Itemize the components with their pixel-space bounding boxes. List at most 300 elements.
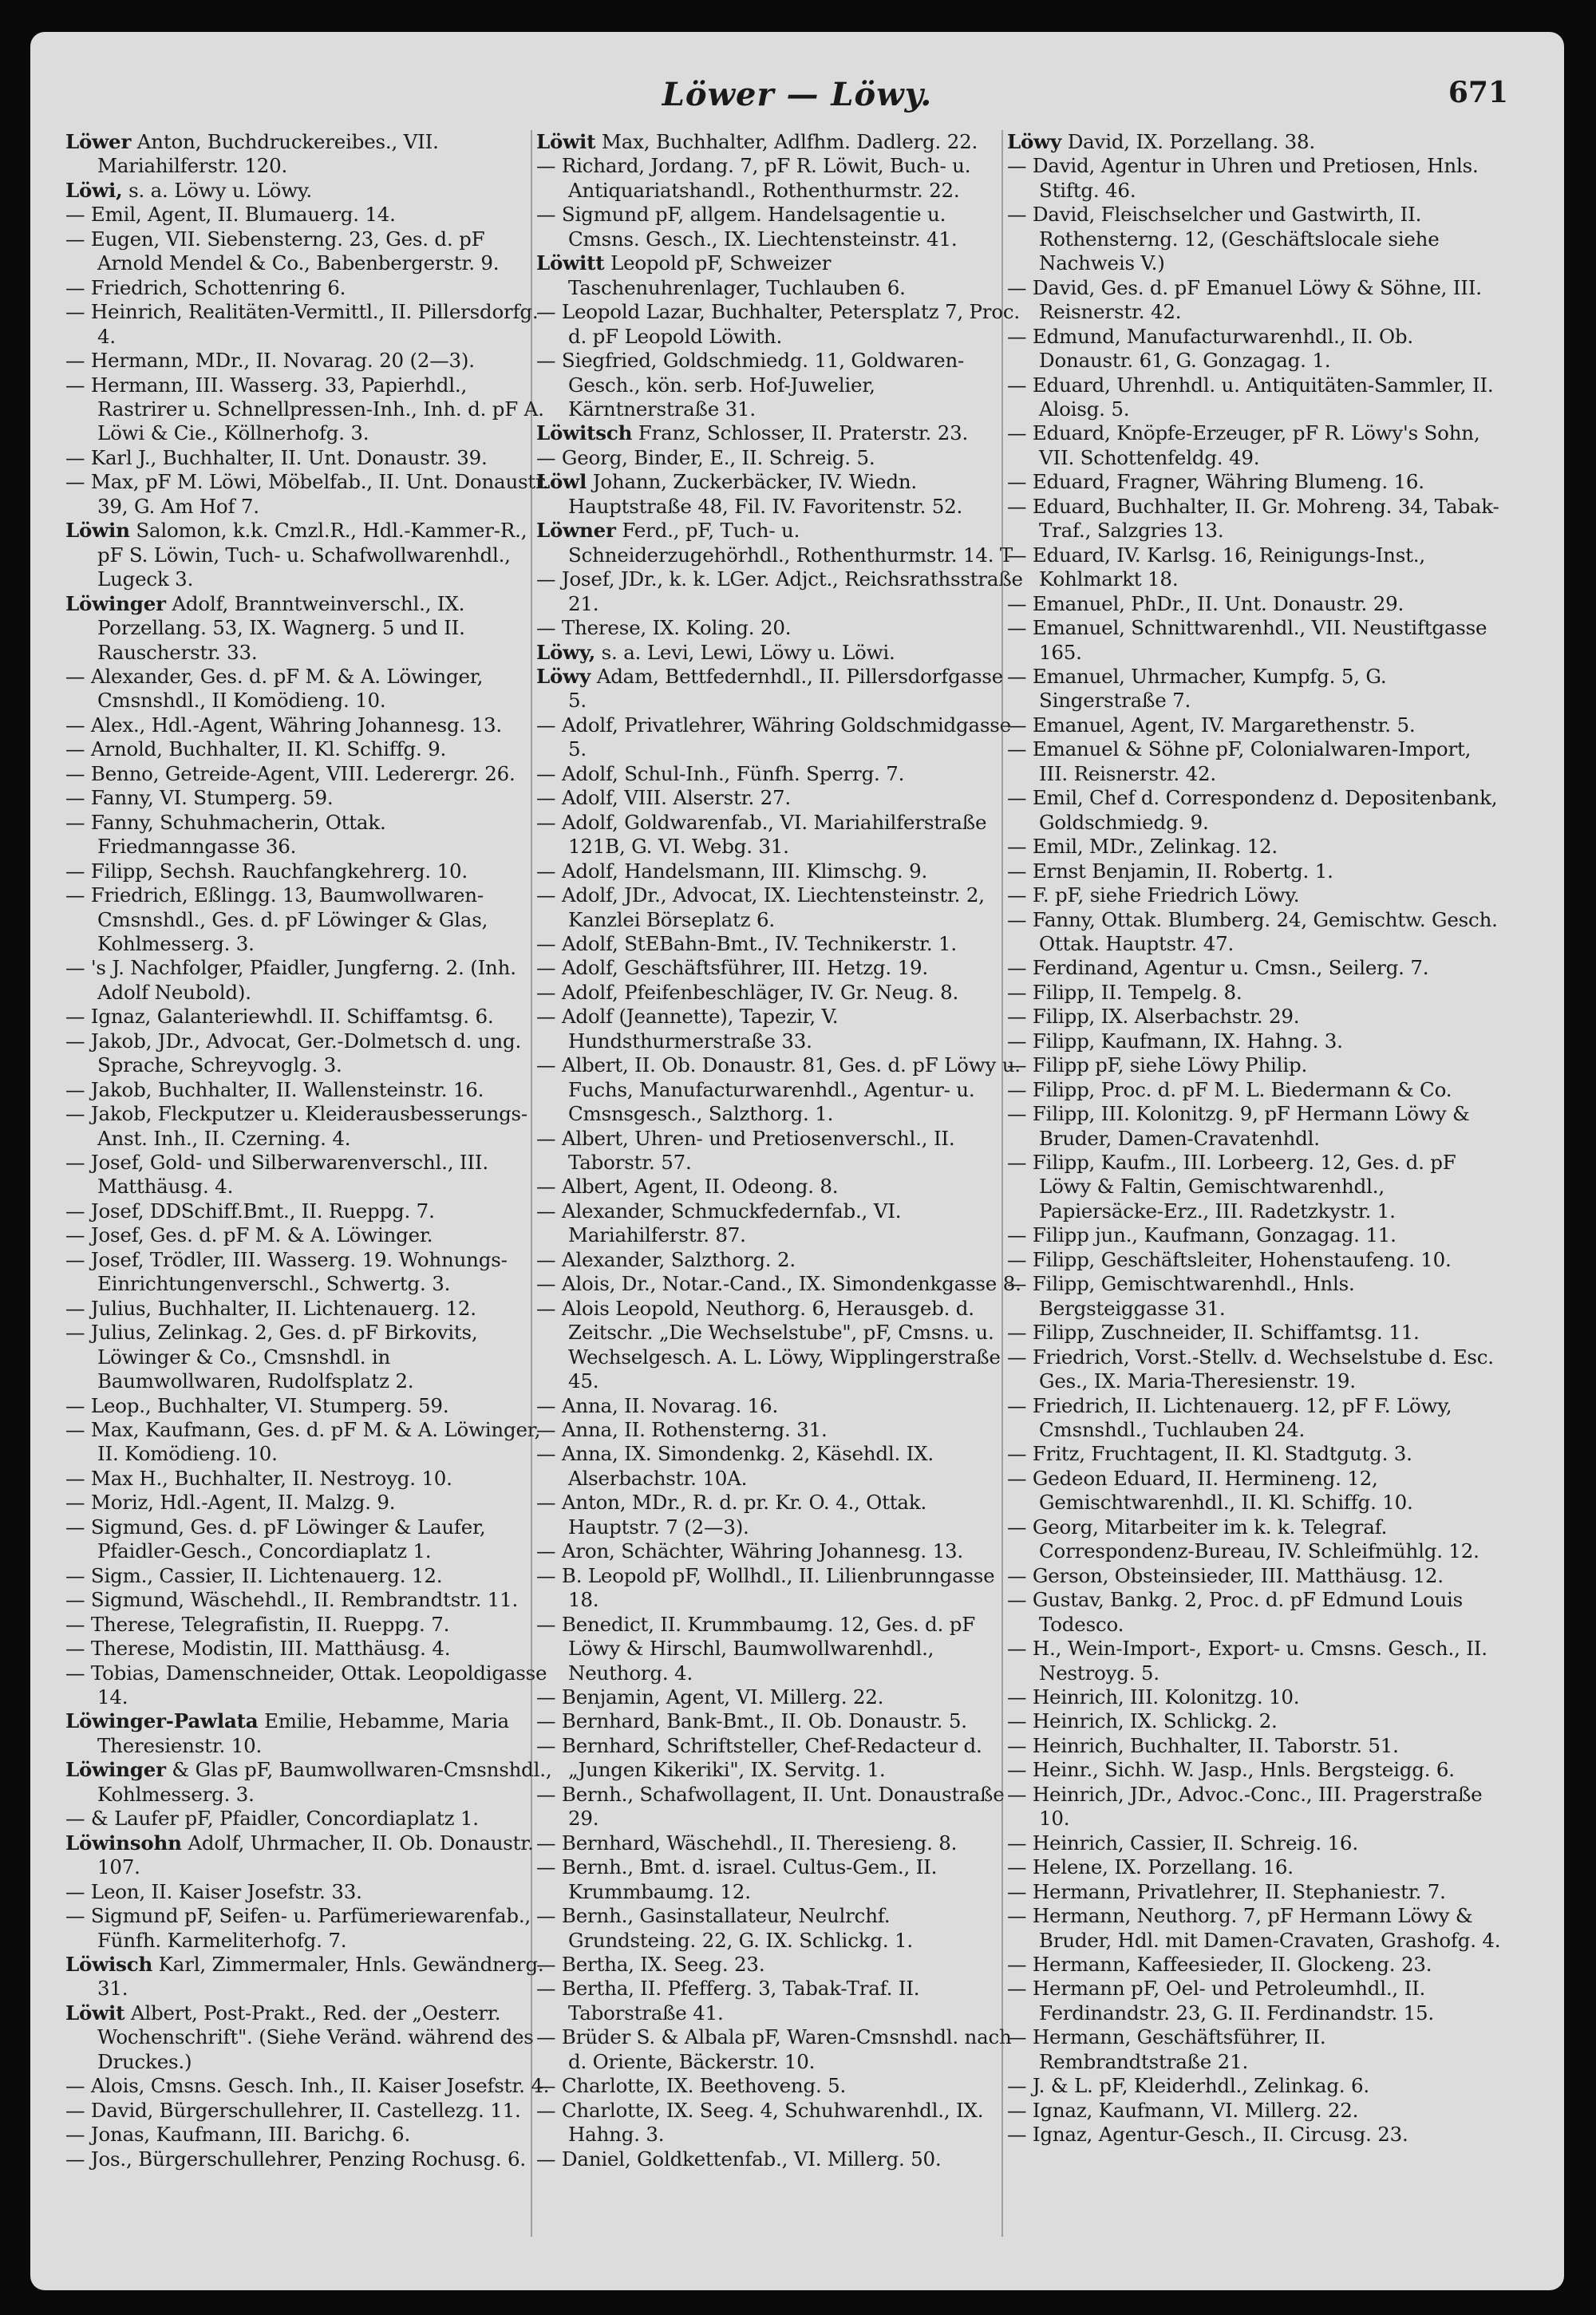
entry-text: — Gustav, Bankg. 2, Proc. d. pF Edmund Louis Todesco. [1007, 1588, 1464, 1636]
entry-text: — Hermann, Privatlehrer, II. Stephaniestr. 7. [1007, 1879, 1446, 1903]
directory-entry [65, 737, 552, 761]
directory-entry [536, 300, 1023, 349]
entry-text: Anton, Buchdruckereibes., VII. Mariahilferstr. 120. [97, 130, 439, 178]
entry-text: — Filipp, II. Tempelg. 8. [1007, 980, 1242, 1004]
entry-surname: Löwitsch [536, 421, 633, 445]
directory-entry [1007, 786, 1502, 835]
entry-text: — Aron, Schächter, Währing Johannesg. 13. [536, 1539, 963, 1563]
entry-text: — Heinrich, III. Kolonitzg. 10. [1007, 1685, 1300, 1709]
entry-text: — Friedrich, Eßlingg. 13, Baumwollwaren-Cmsnshdl., Ges. d. pF Löwinger & Glas, Kohlmesserg. 3. [65, 883, 488, 955]
entry-text: — F. pF, siehe Friedrich Löwy. [1007, 883, 1300, 907]
directory-entry [1007, 495, 1502, 543]
directory-entry [536, 1491, 1023, 1539]
entry-text: Leopold pF, Schweizer Taschenuhrenlager, Tuchlauben 6. [568, 251, 906, 299]
entry-text: — Jakob, Buchhalter, II. Wallensteinstr. 16. [65, 1077, 484, 1101]
directory-entry [65, 1880, 552, 1904]
entry-text: — Eduard, Buchhalter, II. Gr. Mohreng. 34, Tabak-Traf., Salzgries 13. [1007, 494, 1499, 543]
entry-text: — Gedeon Eduard, II. Hermineng. 12, Gemischtwarenhdl., II. Kl. Schiffg. 10. [1007, 1466, 1413, 1515]
entry-text: — Benjamin, Agent, VI. Millerg. 22. [536, 1685, 884, 1709]
entry-text: — Alex., Hdl.-Agent, Währing Johannesg. 13. [65, 713, 502, 737]
directory-entry [65, 1005, 552, 1029]
directory-entry [536, 567, 1023, 616]
directory-entry [536, 154, 1023, 203]
directory-entry [1007, 325, 1502, 373]
entry-text: — Heinrich, Cassier, II. Schreig. 16. [1007, 1831, 1358, 1855]
directory-entry [65, 1321, 552, 1393]
entry-text: — Eduard, Fragner, Währing Blumeng. 16. [1007, 470, 1424, 494]
directory-entry [65, 956, 552, 1005]
directory-entry [1007, 470, 1502, 494]
directory-entry [1007, 2025, 1502, 2074]
entry-text: — Adolf, JDr., Advocat, IX. Liechtensteinstr. 2, Kanzlei Börseplatz 6. [536, 883, 985, 931]
directory-entry [65, 519, 552, 591]
directory-entry [536, 1199, 1023, 1248]
directory-entry [1007, 1709, 1502, 1733]
directory-entry [1007, 956, 1502, 980]
entry-text: — Sigmund pF, allgem. Handelsagentie u. Cmsns. Gesch., IX. Liechtensteinstr. 41. [536, 203, 958, 251]
directory-entry [1007, 1564, 1502, 1588]
directory-entry [536, 616, 1023, 640]
directory-entry [536, 1127, 1023, 1175]
entry-text: — & Laufer pF, Pfaidler, Concordiaplatz 1. [65, 1807, 479, 1831]
directory-entry [65, 2099, 552, 2123]
entry-text: — David, Ges. d. pF Emanuel Löwy & Söhne, III. Reisnerstr. 42. [1007, 275, 1482, 324]
entry-text: — Tobias, Damenschneider, Ottak. Leopoldigasse 14. [65, 1661, 547, 1709]
directory-entry [65, 373, 552, 446]
entry-text: — Ignaz, Agentur-Gesch., II. Circusg. 23. [1007, 2123, 1408, 2147]
directory-entry [1007, 1005, 1502, 1029]
directory-entry [65, 1199, 552, 1223]
directory-entry [65, 1564, 552, 1588]
entry-text: — Therese, IX. Koling. 20. [536, 616, 792, 640]
entry-text: — Georg, Mitarbeiter im k. k. Telegraf. Correspondenz-Bureau, IV. Schleifmühlg. 12. [1007, 1515, 1479, 1563]
entry-text: — Anna, II. Rothensterng. 31. [536, 1418, 828, 1442]
entry-text: — Alois, Dr., Notar.-Cand., IX. Simondenkgasse 8. [536, 1272, 1021, 1296]
directory-entry [1007, 1078, 1502, 1102]
directory-entry [536, 1977, 1023, 2025]
entry-text: — Hermann, Geschäftsführer, II. Rembrandtstraße 21. [1007, 2025, 1326, 2073]
directory-entry [536, 349, 1023, 421]
entry-text: — Emanuel, Uhrmacher, Kumpfg. 5, G. Singerstraße 7. [1007, 664, 1387, 713]
entry-surname: Löwy [1007, 130, 1062, 153]
directory-entry [536, 1831, 1023, 1855]
directory-entry [1007, 859, 1502, 883]
directory-entry [536, 1539, 1023, 1563]
entry-text: — Edmund, Manufacturwarenhdl., II. Ob. Donaustr. 61, G. Gonzagag. 1. [1007, 324, 1414, 373]
entry-text: — 's J. Nachfolger, Pfaidler, Jungferng. 2. (Inh. Adolf Neubold). [65, 956, 516, 1004]
directory-entry [1007, 421, 1502, 470]
directory-entry [1007, 543, 1502, 592]
directory-entry [1007, 1880, 1502, 1904]
directory-entry [65, 1831, 552, 1880]
directory-entry [1007, 203, 1502, 275]
entry-text: Ferd., pF, Tuch- u. Schneiderzugehörhdl., Rothenthurmstr. 14. T [568, 519, 1013, 567]
entry-surname: Löwitt [536, 251, 605, 275]
page-header-title: Löwer — Löwy. [662, 76, 933, 113]
directory-entry [65, 2147, 552, 2171]
directory-entry [1007, 1637, 1502, 1685]
directory-entry [65, 470, 552, 519]
page-number: 671 [1448, 76, 1508, 109]
entry-text: — Julius, Zelinkag. 2, Ges. d. pF Birkovits, Löwinger & Co., Cmsnshdl. in Baumwollwaren, Rudolfsplatz 2. [65, 1321, 478, 1393]
entry-text: — Hermann, MDr., II. Novarag. 20 (2—3). [65, 349, 475, 373]
directory-entry [65, 1418, 552, 1467]
entry-surname: Löwl [536, 470, 587, 494]
directory-entry [536, 859, 1023, 883]
entry-text: — Emanuel & Söhne pF, Colonialwaren-Import, III. Reisnerstr. 42. [1007, 737, 1472, 785]
entry-text: — Jakob, JDr., Advocat, Ger.-Dolmetsch d. ung. Sprache, Schreyvoglg. 3. [65, 1029, 522, 1077]
directory-entry [536, 446, 1023, 470]
entry-text: — Hermann, Kaffeesieder, II. Glockeng. 23. [1007, 1952, 1432, 1976]
directory-entry [65, 665, 552, 713]
directory-entry [65, 1807, 552, 1831]
directory-entry [536, 1685, 1023, 1709]
entry-text: — Adolf, Pfeifenbeschläger, IV. Gr. Neug. 8. [536, 980, 959, 1004]
directory-entry [65, 1709, 552, 1758]
directory-entry [65, 446, 552, 470]
entry-text: — Julius, Buchhalter, II. Lichtenauerg. 12. [65, 1296, 476, 1320]
entry-text: — Fanny, Ottak. Blumberg. 24, Gemischtw. Gesch. Ottak. Hauptstr. 47. [1007, 907, 1498, 955]
directory-entry [536, 932, 1023, 956]
directory-entry [1007, 665, 1502, 713]
entry-text: — Emil, Agent, II. Blumauerg. 14. [65, 203, 396, 227]
entry-text: Johann, Zuckerbäcker, IV. Wiedn. Hauptstraße 48, Fil. IV. Favoritenstr. 52. [568, 470, 963, 518]
directory-entry [536, 519, 1023, 567]
entry-text: — Bertha, II. Pfefferg. 3, Tabak-Traf. II. Taborstraße 41. [536, 1977, 920, 2025]
directory-entry [1007, 1394, 1502, 1443]
entry-surname: Löwi, [65, 178, 123, 202]
directory-entry [1007, 1321, 1502, 1345]
entry-text: — Therese, Telegrafistin, II. Rueppg. 7. [65, 1612, 450, 1636]
entry-text: Emilie, Hebamme, Maria Theresienstr. 10. [97, 1709, 509, 1757]
entry-text: — Sigm., Cassier, II. Lichtenauerg. 12. [65, 1563, 443, 1587]
entry-text: — Bernhard, Wäschehdl., II. Theresieng. 8. [536, 1831, 958, 1855]
directory-entry [536, 421, 1023, 445]
entry-text: — Bertha, IX. Seeg. 23. [536, 1952, 765, 1976]
entry-text: — Ignaz, Galanteriewhdl. II. Schiffamtsg. 6. [65, 1005, 494, 1029]
entry-surname: Löwit [536, 130, 596, 153]
directory-entry [65, 1223, 552, 1247]
directory-entry [1007, 276, 1502, 325]
entry-text: — Max H., Buchhalter, II. Nestroyg. 10. [65, 1466, 452, 1490]
entry-text: — Moriz, Hdl.-Agent, II. Malzg. 9. [65, 1491, 396, 1515]
directory-entry [536, 1248, 1023, 1272]
entry-text: Adam, Bettfedernhdl., II. Pillersdorfgasse 5. [568, 664, 1004, 713]
entry-text: — Filipp, Gemischtwarenhdl., Hnls. Bergsteiggasse 31. [1007, 1272, 1355, 1320]
entry-surname: Löwner [536, 519, 616, 543]
entry-text: — Bernh., Schafwollagent, II. Unt. Donaustraße 29. [536, 1782, 1005, 1831]
entry-text: — Bernhard, Bank-Bmt., II. Ob. Donaustr. 5. [536, 1709, 967, 1733]
entry-text: — Adolf, StEBahn-Bmt., IV. Technikerstr. 1. [536, 931, 957, 955]
entry-text: David, IX. Porzellang. 38. [1061, 130, 1316, 153]
directory-entry [65, 811, 552, 859]
entry-text: — Filipp, Geschäftsleiter, Hohenstaufeng. 10. [1007, 1247, 1452, 1271]
directory-entry [65, 203, 552, 227]
entry-text: — Daniel, Goldkettenfab., VI. Millerg. 50. [536, 2147, 942, 2171]
column-2 [536, 130, 1023, 2269]
directory-entry [1007, 1515, 1502, 1564]
directory-entry [536, 1564, 1023, 1613]
entry-surname: Löwinger-Pawlata [65, 1709, 259, 1733]
directory-entry [536, 641, 1023, 665]
entry-text: — Emanuel, PhDr., II. Unt. Donaustr. 29. [1007, 591, 1404, 615]
entry-text: — Josef, DDSchiff.Bmt., II. Rueppg. 7. [65, 1199, 435, 1223]
entry-text: — Albert, Uhren- und Pretiosenverschl., II. Taborstr. 57. [536, 1126, 955, 1175]
entry-text: — Adolf, Privatlehrer, Währing Goldschmidgasse 5. [536, 713, 1011, 761]
entry-text: — Alexander, Ges. d. pF M. & A. Löwinger, Cmsnshdl., II Komödieng. 10. [65, 664, 484, 713]
directory-entry [1007, 1248, 1502, 1272]
entry-text: — Charlotte, IX. Beethoveng. 5. [536, 2074, 847, 2098]
directory-entry [1007, 713, 1502, 737]
entry-surname: Löwin [65, 519, 130, 543]
directory-entry [1007, 373, 1502, 422]
column-divider [531, 130, 532, 2237]
entry-text: — Bernh., Bmt. d. israel. Cultus-Gem., II. Krummbaumg. 12. [536, 1855, 938, 1903]
directory-entry [536, 1394, 1023, 1418]
entry-text: Max, Buchhalter, Adlfhm. Dadlerg. 22. [595, 130, 978, 153]
directory-entry [536, 1297, 1023, 1394]
entry-text: — Eduard, Uhrenhdl. u. Antiquitäten-Sammler, II. Aloisg. 5. [1007, 373, 1494, 421]
entry-text: — Josef, Gold- und Silberwarenverschl., III. Matthäusg. 4. [65, 1151, 488, 1199]
entry-text: — Georg, Binder, E., II. Schreig. 5. [536, 445, 875, 469]
directory-entry [536, 811, 1023, 859]
directory-entry [1007, 1977, 1502, 2025]
directory-entry [1007, 737, 1502, 786]
entry-text: — Filipp jun., Kaufmann, Gonzagag. 11. [1007, 1223, 1396, 1247]
directory-entry [1007, 2123, 1502, 2147]
directory-entry [1007, 883, 1502, 907]
entry-text: — Friedrich, II. Lichtenauerg. 12, pF F. Löwy, Cmsnshdl., Tuchlauben 24. [1007, 1393, 1452, 1442]
entry-text: — Hermann pF, Oel- und Petroleumhdl., II. Ferdinandstr. 23, G. II. Ferdinandstr. 15. [1007, 1977, 1435, 2025]
directory-entry [65, 1151, 552, 1199]
directory-entry [1007, 1588, 1502, 1637]
entry-text: — Anna, IX. Simondenkg. 2, Käsehdl. IX. Alserbachstr. 10A. [536, 1442, 934, 1490]
directory-entry [1007, 1953, 1502, 1977]
directory-entry [536, 1904, 1023, 1953]
directory-entry [536, 1272, 1023, 1296]
directory-entry [536, 1855, 1023, 1904]
entry-text: — Gerson, Obsteinsieder, III. Matthäusg. 12. [1007, 1563, 1444, 1587]
entry-text: — Adolf, Geschäftsführer, III. Hetzg. 19. [536, 956, 928, 980]
entry-text: — Josef, Ges. d. pF M. & A. Löwinger. [65, 1223, 433, 1247]
entry-text: — Richard, Jordang. 7, pF R. Löwit, Buch- u. Antiquariatshandl., Rothenthurmstr. 22. [536, 154, 971, 202]
entry-text: — Bernh., Gasinstallateur, Neulrchf. Grundsteing. 22, G. IX. Schlickg. 1. [536, 1904, 913, 1952]
entry-text: — Friedrich, Schottenring 6. [65, 275, 346, 299]
entry-text: — Hermann, III. Wasserg. 33, Papierhdl., Rastrirer u. Schnellpressen-Inh., Inh. d. pF A. Löwi & Cie., Köllnerhofg. 3. [65, 373, 544, 445]
entry-text: — Filipp, Sechsh. Rauchfangkehrerg. 10. [65, 859, 468, 883]
entry-text: — David, Agentur in Uhren und Pretiosen, Hnls. Stiftg. 46. [1007, 154, 1479, 202]
directory-entry [1007, 1223, 1502, 1247]
directory-entry [536, 1613, 1023, 1685]
directory-entry [65, 1758, 552, 1807]
entry-text: Franz, Schlosser, II. Praterstr. 23. [632, 421, 969, 445]
column-divider [1001, 130, 1003, 2237]
directory-entry [65, 1078, 552, 1102]
entry-text: — Max, pF M. Löwi, Möbelfab., II. Unt. Donaustr. 39, G. Am Hof 7. [65, 470, 549, 518]
directory-entry [65, 1491, 552, 1515]
entry-text: Salomon, k.k. Cmzl.R., Hdl.-Kammer-R., pF S. Löwin, Tuch- u. Schafwollwarenhdl., Lugeck 3. [97, 519, 527, 591]
directory-entry [65, 1102, 552, 1151]
directory-entry [65, 349, 552, 373]
entry-text: — Arnold, Buchhalter, II. Kl. Schiffg. 9. [65, 737, 447, 761]
directory-entry [65, 1394, 552, 1418]
entry-text: — Eduard, IV. Karlsg. 16, Reinigungs-Inst., Kohlmarkt 18. [1007, 543, 1425, 591]
directory-entry [65, 883, 552, 956]
directory-entry [1007, 1685, 1502, 1709]
directory-entry [536, 1709, 1023, 1733]
entry-text: — Emil, MDr., Zelinkag. 12. [1007, 835, 1278, 859]
entry-text: — Leop., Buchhalter, VI. Stumperg. 59. [65, 1393, 449, 1417]
directory-entry [1007, 981, 1502, 1005]
entry-text: Adolf, Branntweinverschl., IX. Porzellang. 53, IX. Wagnerg. 5 und II. Rauscherstr. 33. [97, 591, 465, 664]
directory-entry [1007, 1102, 1502, 1151]
entry-text: Karl, Zimmermaler, Hnls. Gewändnerg. 31. [97, 1952, 544, 2001]
entry-surname: Löwinger [65, 591, 166, 615]
directory-entry [536, 1442, 1023, 1491]
entry-text: — David, Fleischselcher und Gastwirth, II. Rothensterng. 12, (Geschäftslocale siehe Nachweis V.) [1007, 203, 1440, 275]
entry-text: — Filipp, Kaufm., III. Lorbeerg. 12, Ges. d. pF Löwy & Faltin, Gemischtwarenhdl., Papiersäcke-Erz., III. Radetzkystr. 1. [1007, 1151, 1456, 1223]
entry-text: — Sigmund pF, Seifen- u. Parfümeriewarenfab., Fünfh. Karmeliterhofg. 7. [65, 1904, 531, 1952]
directory-entry [536, 2025, 1023, 2074]
entry-text: — Max, Kaufmann, Ges. d. pF M. & A. Löwinger, II. Komödieng. 10. [65, 1418, 541, 1466]
entry-text: — Fritz, Fruchtagent, II. Kl. Stadtgutg. 3. [1007, 1442, 1412, 1466]
directory-entry [536, 1783, 1023, 1831]
directory-entry [1007, 1053, 1502, 1077]
entry-text: — Fanny, VI. Stumperg. 59. [65, 786, 334, 810]
entry-text: — Albert, II. Ob. Donaustr. 81, Ges. d. pF Löwy u. Fuchs, Manufacturwarenhdl., Agentur- u. Cmsnsgesch., Salzthorg. 1. [536, 1053, 1021, 1126]
entry-text: — Adolf, Schul-Inh., Fünfh. Sperrg. 7. [536, 761, 905, 785]
entry-text: — Anna, II. Novarag. 16. [536, 1393, 779, 1417]
directory-entry [536, 1005, 1023, 1053]
directory-entry [65, 2074, 552, 2098]
entry-text: — Alexander, Schmuckfedernfab., VI. Mariahilferstr. 87. [536, 1199, 902, 1247]
directory-entry [65, 2001, 552, 2074]
entry-text: — Leon, II. Kaiser Josefstr. 33. [65, 1879, 362, 1903]
directory-entry [1007, 1904, 1502, 1953]
entry-text: — Filipp, Zuschneider, II. Schiffamtsg. 11. [1007, 1321, 1420, 1345]
entry-text: — Adolf, Goldwarenfab., VI. Mariahilferstraße 121B, G. VI. Webg. 31. [536, 810, 987, 859]
entry-text: — Emanuel, Agent, IV. Margarethenstr. 5. [1007, 713, 1416, 737]
entry-text: s. a. Levi, Lewi, Löwy u. Löwi. [595, 640, 895, 664]
entry-text: & Glas pF, Baumwollwaren-Cmsnshdl., Kohlmesserg. 3. [97, 1758, 552, 1806]
directory-entry [1007, 1855, 1502, 1879]
directory-entry [65, 1297, 552, 1321]
entry-text: — Sigmund, Ges. d. pF Löwinger & Laufer, Pfaidler-Gesch., Concordiaplatz 1. [65, 1515, 486, 1563]
entry-text: — David, Bürgerschullehrer, II. Castellezg. 11. [65, 2098, 521, 2122]
directory-entry [536, 1953, 1023, 1977]
directory-entry [1007, 1783, 1502, 1831]
entry-text: — Eugen, VII. Siebensterng. 23, Ges. d. pF Arnold Mendel & Co., Babenbergerstr. 9. [65, 227, 500, 275]
column-3 [1007, 130, 1502, 2269]
directory-entry [536, 665, 1023, 713]
entry-surname: Löwy, [536, 640, 596, 664]
entry-surname: Löwit [65, 2001, 125, 2025]
entry-surname: Löwinsohn [65, 1831, 182, 1855]
entry-text: — Josef, Trödler, III. Wasserg. 19. Wohnungs-Einrichtungenverschl., Schwertg. 3. [65, 1247, 508, 1296]
directory-entry [65, 1588, 552, 1612]
directory-entry [1007, 1272, 1502, 1321]
entry-text: — H., Wein-Import-, Export- u. Cmsns. Gesch., II. Nestroyg. 5. [1007, 1637, 1487, 1685]
entry-text: — Friedrich, Vorst.-Stellv. d. Wechselstube d. Esc. Ges., IX. Maria-Theresienstr. 19. [1007, 1345, 1494, 1393]
entry-text: Adolf, Uhrmacher, II. Ob. Donaustr. 107. [97, 1831, 534, 1879]
directory-entry [65, 592, 552, 665]
directory-entry [65, 1613, 552, 1637]
directory-entry [65, 1029, 552, 1078]
entry-text: — Siegfried, Goldschmiedg. 11, Goldwaren-Gesch., kön. serb. Hof-Juwelier, Kärntnerstraße 31. [536, 349, 965, 421]
directory-entry [65, 1953, 552, 2001]
entry-text: — Josef, JDr., k. k. LGer. Adjct., Reichsrathsstraße 21. [536, 567, 1023, 615]
entry-text: — Albert, Agent, II. Odeong. 8. [536, 1175, 839, 1199]
entry-text: — Jonas, Kaufmann, III. Barichg. 6. [65, 2123, 411, 2147]
entry-text: — Bernhard, Schriftsteller, Chef-Redacteur d. „Jungen Kikeriki", IX. Servitg. 1. [536, 1733, 982, 1782]
entry-text: — Jakob, Fleckputzer u. Kleiderausbesserungs-Anst. Inh., II. Czerning. 4. [65, 1102, 528, 1150]
directory-entry [1007, 1345, 1502, 1394]
directory-entry [65, 276, 552, 300]
entry-text: — Adolf, Handelsmann, III. Klimschg. 9. [536, 859, 928, 883]
directory-entry [1007, 2074, 1502, 2098]
entry-text: — Heinr., Sichh. W. Jasp., Hnls. Bergsteigg. 6. [1007, 1758, 1455, 1782]
entry-text: — Filipp pF, siehe Löwy Philip. [1007, 1053, 1308, 1077]
directory-entry [536, 1053, 1023, 1126]
directory-page [30, 32, 1564, 2290]
entry-text: — Therese, Modistin, III. Matthäusg. 4. [65, 1637, 451, 1661]
entry-text: — B. Leopold pF, Wollhdl., II. Lilienbrunngasse 18. [536, 1563, 995, 1612]
directory-entry [536, 981, 1023, 1005]
directory-entry [1007, 616, 1502, 665]
entry-text: Albert, Post-Prakt., Red. der „Oesterr. Wochenschrift". (Siehe Veränd. während des Druckes.) [97, 2001, 534, 2073]
directory-entry [65, 1467, 552, 1491]
entry-text: — Heinrich, JDr., Advoc.-Conc., III. Pragerstraße 10. [1007, 1782, 1483, 1831]
directory-entry [536, 2074, 1023, 2098]
directory-entry [65, 786, 552, 810]
entry-text: — Benedict, II. Krummbaumg. 12, Ges. d. pF Löwy & Hirschl, Baumwollwarenhdl., Neuthorg. 4. [536, 1612, 975, 1685]
entry-text: — Heinrich, IX. Schlickg. 2. [1007, 1709, 1278, 1733]
entry-text: — Alois, Cmsns. Gesch. Inh., II. Kaiser Josefstr. 4. [65, 2074, 550, 2098]
directory-entry [65, 859, 552, 883]
directory-entry [65, 1515, 552, 1564]
entry-text: — Adolf (Jeannette), Tapezir, V. Hundsthurmerstraße 33. [536, 1005, 839, 1053]
entry-text: — Filipp, Kaufmann, IX. Hahng. 3. [1007, 1029, 1343, 1053]
directory-entry [1007, 2099, 1502, 2123]
entry-surname: Löwy [536, 664, 591, 688]
directory-entry [536, 1175, 1023, 1199]
directory-entry [1007, 1831, 1502, 1855]
directory-entry [65, 130, 552, 179]
directory-entry [65, 713, 552, 737]
column-1 [65, 130, 552, 2269]
directory-entry [1007, 1734, 1502, 1758]
directory-entry [536, 470, 1023, 519]
directory-entry [1007, 835, 1502, 859]
entry-surname: Löwer [65, 130, 132, 153]
directory-entry [536, 956, 1023, 980]
directory-entry [1007, 130, 1502, 154]
directory-entry [536, 713, 1023, 762]
entry-text: — Eduard, Knöpfe-Erzeuger, pF R. Löwy's Sohn, VII. Schottenfeldg. 49. [1007, 421, 1480, 469]
directory-entry [1007, 1151, 1502, 1223]
directory-entry [1007, 154, 1502, 203]
directory-entry [65, 762, 552, 786]
directory-entry [65, 1248, 552, 1297]
entry-text: — Fanny, Schuhmacherin, Ottak. Friedmanngasse 36. [65, 810, 386, 859]
directory-entry [536, 762, 1023, 786]
entry-text: — Sigmund, Wäschehdl., II. Rembrandtstr. 11. [65, 1588, 519, 1612]
directory-entry [1007, 1029, 1502, 1053]
entry-surname: Löwisch [65, 1952, 153, 1976]
directory-entry [536, 2099, 1023, 2147]
directory-entry [1007, 1442, 1502, 1466]
entry-text: s. a. Löwy u. Löwy. [122, 178, 312, 202]
